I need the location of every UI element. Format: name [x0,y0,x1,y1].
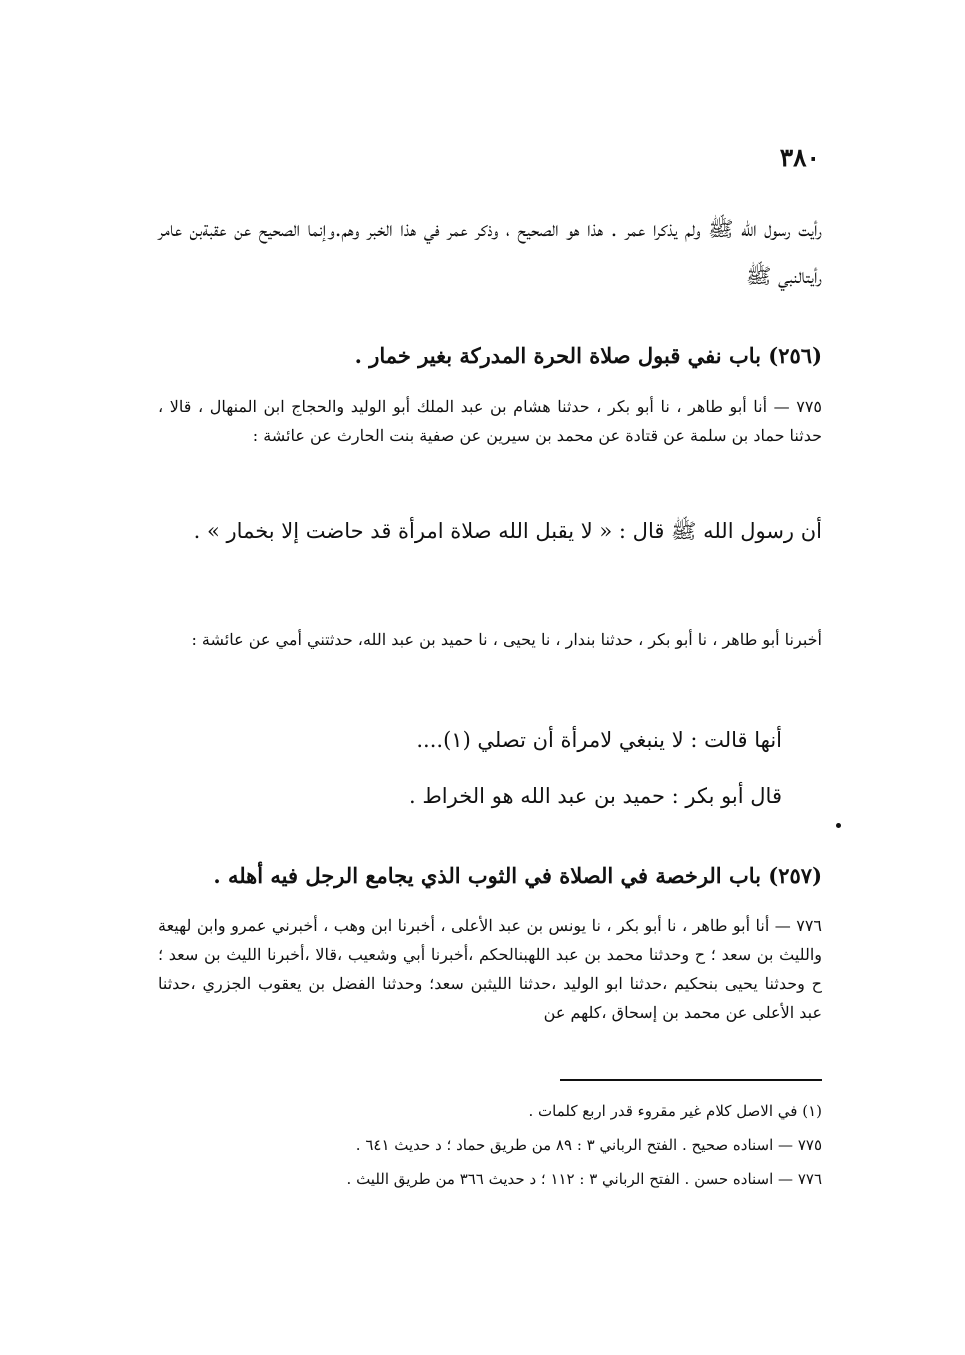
paragraph-hadith-continuation: رأيت رسول الله ﷺ ولم يذكرا عمر . هذا هو الصحيح ، وذكر عمر في هذا الخبر وهم.وإنما الصحيح عن عقبةبن عامر رأيتالنبي ﷺ [158,217,822,288]
footnote-776: ٧٧٦ — اسناده حسن . الفتح الرباني ٣ : ١١٢ ؛ د حديث ٣٦٦ من طريق الليث . [346,1170,822,1188]
margin-dot [836,823,841,828]
isnad-second-chain: أخبرنا أبو طاهر ، نا أبو بكر ، حدثنا بندار ، نا يحيى ، نا حميد بن عبد الله، حدثتني أمي عن عائشة : [191,630,822,649]
chapter-heading-256: (٢٥٦) باب نفي قبول صلاة الحرة المدركة بغير خمار . [354,343,822,368]
matn-second-chain: أنها قالت : لا ينبغي لامرأة أن تصلي (١).... [416,728,782,752]
isnad-776: ٧٧٦ — أنا أبو طاهر ، نا أبو بكر ، نا يونس بن عبد الأعلى ، أخبرنا ابن وهب ، أخبرني عمرو وابن لهيعة والليث بن سعد ؛ ح وحدثنا محمد بن عبد اللهبنالحكم ،أخبرنا أبي وشعيب ،قالا ،أخبرنا الليث بن سعد ؛ ح وحدثنا يحيى بنحكيم ،حدثنا ابو الوليد ،حدثنا الليثبن سعد؛ وحدثنا الفضل بن يعقوب الجزري ،حدثنا عبد الأعلى عن محمد بن إسحاق ،كلهم عن [158,916,822,1022]
footnote-1: (١) في الاصل كلام غير مقروء قدر اربع كلمات . [528,1102,822,1120]
matn-775: أن رسول الله ﷺ قال : « لا يقبل الله صلاة امرأة قد حاضت إلا بخمار » . [193,519,822,543]
footnotes [158,1094,822,1196]
chapter-heading-257: (٢٥٧) باب الرخصة في الصلاة في الثوب الذي يجامع الرجل فيه أهله . [213,863,822,888]
isnad-775: ٧٧٥ — أنا أبو طاهر ، نا أبو بكر ، حدثنا هشام بن عبد الملك أبو الوليد والحجاج ابن المنهال ، قالا ، حدثنا حماد بن سلمة عن قتادة عن محمد بن سيرين عن صفية بنت الحارث عن عائشة : [158,397,822,445]
footnote-separator [560,1079,822,1081]
note-abu-bakr: قال أبو بكر : حميد بن عبد الله هو الخراط . [409,784,782,808]
page-number: ٣٨٠ [779,143,820,172]
footnote-775: ٧٧٥ — اسناده صحيح . الفتح الرباني ٣ : ٨٩ من طريق حماد ؛ د حديث ٦٤١ . [355,1136,822,1154]
